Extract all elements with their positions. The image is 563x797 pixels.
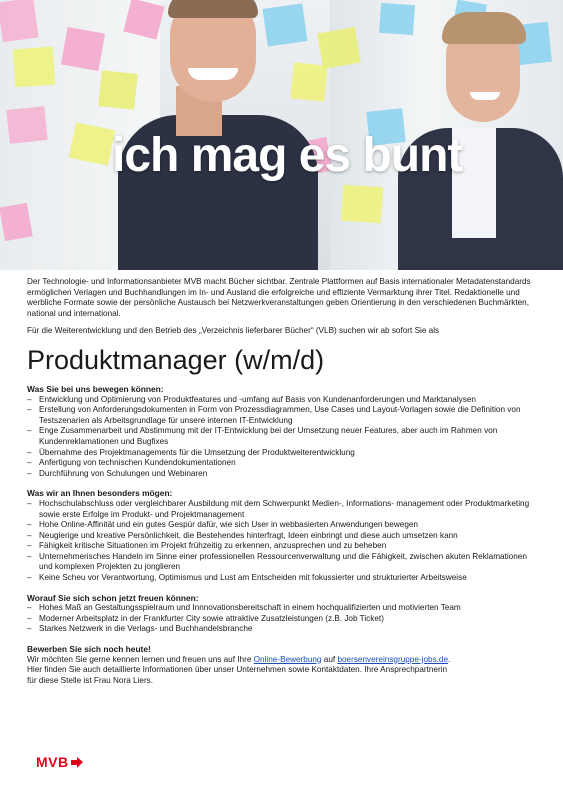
logo-wordmark: MVB	[36, 754, 69, 770]
sticky-note	[341, 185, 383, 224]
list-item: – Keine Scheu vor Verantwortung, Optimismus und Lust am Entscheiden mit fokussierter und strukturierter Arbeitsweise	[27, 573, 537, 584]
apply-info-line: Hier finden Sie auch detaillierte Informationen über unser Unternehmen sowie Kontaktdaten. Ihre Ansprechpartnerin	[27, 665, 448, 675]
task-list	[27, 395, 537, 480]
section-heading: Was Sie bei uns bewegen können:	[27, 383, 164, 394]
jobs-portal-link[interactable]: boersenvereinsgruppe-jobs.de	[337, 654, 449, 664]
hero-headline: ich mag es bunt	[112, 129, 463, 182]
job-title: Produktmanager (w/m/d)	[27, 344, 325, 375]
sticky-note	[61, 27, 105, 71]
benefits-list	[27, 603, 537, 635]
mvb-logo	[36, 754, 83, 770]
list-item: – Entwicklung und Optimierung von Produktfeatures und -umfang auf Basis von Kundenanforderungen und Marktanalysen	[27, 395, 537, 406]
posting-content	[27, 277, 537, 686]
list-item: – Enge Zusammenarbeit und Abstimmung mit der IT-Entwicklung bei der Umsetzung neuer Features, aber auch im Rahmen von Kundenreklamationen und Bugfixes	[27, 426, 537, 447]
search-statement: Für die Weiterentwicklung und den Betrieb des „Verzeichnis lieferbarer Bücher“ (VLB) suchen wir ab sofort Sie als	[27, 326, 440, 336]
list-item: – Anfertigung von technischen Kundendokumentationen	[27, 458, 537, 469]
list-item: – Hohes Maß an Gestaltungsspielraum und Innnovationsbereitschaft in einem hochqualifizierten und motivierten Team	[27, 603, 537, 614]
apply-heading: Bewerben Sie sich noch heute!	[27, 644, 151, 655]
apply-text-part: .	[448, 654, 451, 664]
list-item: – Hohe Online-Affinität und ein gutes Gespür dafür, wie sich User in webbasierten Anwendungen bewegen	[27, 520, 537, 531]
apply-text-part: Wir möchten Sie gerne kennen lernen und freuen uns auf Ihre	[27, 654, 254, 664]
intro-paragraph: Der Technologie- und Informationsanbieter MVB macht Bücher sichtbar. Zentrale Plattformen auf Basis internationaler Metadatenstandards ermöglichen Verlagen und Buchhandlungen im In- und Ausland die erfolgreiche und effiziente Vermarktung ihrer Titel. Redaktionelle und werbliche Formate sowie der persönliche Austausch bei Netzwerkveranstaltungen geben Orientierung in den verschiedenen Buchmärkten, national und international.	[27, 277, 531, 318]
logo-arrow-icon	[71, 757, 83, 768]
apply-text	[27, 655, 537, 666]
hero-photo	[0, 0, 563, 270]
sticky-note	[0, 0, 39, 42]
sticky-note	[13, 47, 56, 88]
list-item: – Neugierige und kreative Persönlichkeit, die Bestehendes hinterfragt, Ideen einbringt und diese auch umsetzen kann	[27, 531, 537, 542]
list-item: – Moderner Arbeitsplatz in der Frankfurter City sowie attraktive Zusatzleistungen (z.B. Job Ticket)	[27, 614, 537, 625]
sticky-note	[0, 203, 33, 241]
list-item: – Unternehmerisches Handeln im Sinne einer professionellen Ressourcenverwaltung und die Fähigkeit, zwischen akuten Reklamationen und komplexen Projekten zu jonglieren	[27, 552, 537, 573]
section-heading: Was wir an Ihnen besonders mögen:	[27, 488, 173, 499]
list-item: – Starkes Netzwerk in die Verlags- und Buchhandelsbranche	[27, 624, 537, 635]
list-item: – Hochschulabschluss oder vergleichbarer Ausbildung mit dem Schwerpunkt Medien-, Informations- management oder Produktmarketing sowie erste Erfolge im Produkt- und Projektmanagement	[27, 499, 537, 520]
list-item: – Erstellung von Anforderungsdokumenten in Form von Prozessdiagrammen, Use Cases und Layout-Vorlagen sowie die Definition von Testszenarien als Arbeitsgrundlage für unsere internen IT-Entwicklung	[27, 405, 537, 426]
list-item: – Durchführung von Schulungen und Webinaren	[27, 469, 537, 480]
sticky-note	[317, 27, 361, 69]
list-item: – Übernahme des Projektmanagements für die Umsetzung der Produktweiterentwicklung	[27, 448, 537, 459]
sticky-note	[6, 106, 47, 144]
apply-text-part: auf	[321, 654, 338, 664]
online-application-link[interactable]: Online-Bewerbung	[253, 654, 322, 664]
contact-person-line: für diese Stelle ist Frau Nora Liers.	[27, 675, 154, 685]
list-item: – Fähigkeit kritische Situationen im Projekt frühzeitig zu erkennen, anzusprechen und zu beheben	[27, 541, 537, 552]
requirements-list	[27, 499, 537, 584]
section-heading: Worauf Sie sich schon jetzt freuen können:	[27, 592, 199, 603]
